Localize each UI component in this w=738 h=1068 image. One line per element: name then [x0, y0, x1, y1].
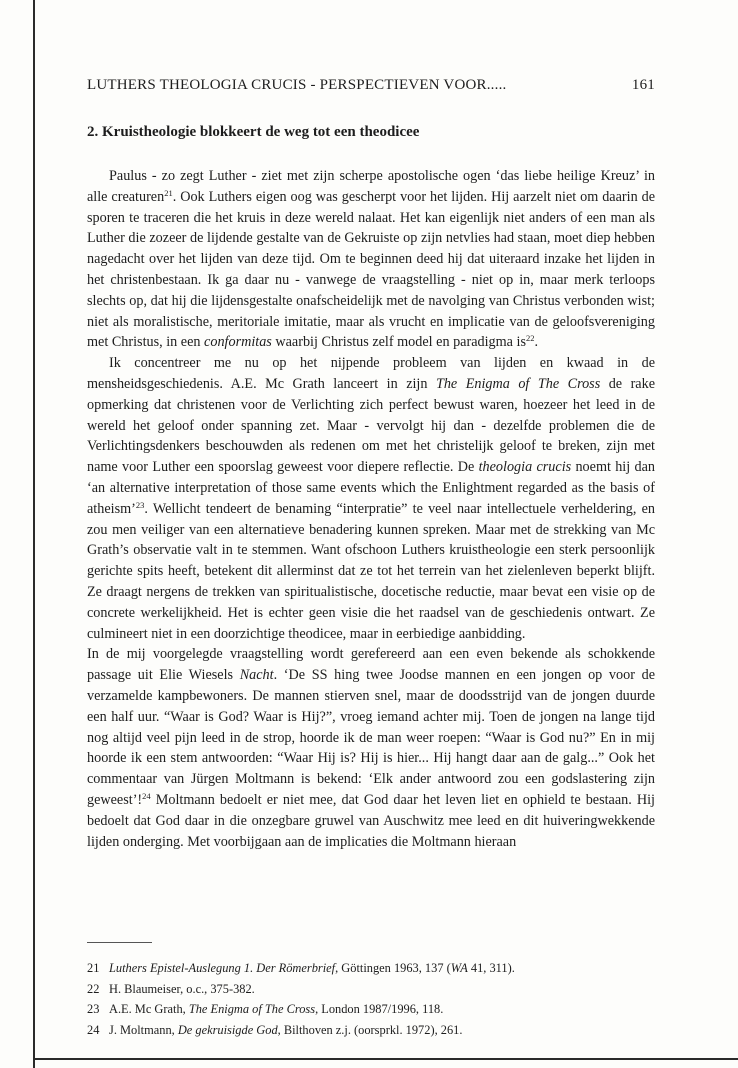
italic-text: The Enigma of The Cross [188, 1002, 316, 1016]
text-run: , London 1987/1996, 118. [315, 1002, 444, 1016]
paragraph [87, 353, 655, 644]
footnote-ref: 23 [135, 499, 145, 510]
italic-text: The Enigma of The Cross [435, 375, 601, 392]
text-run: . ‘De SS hing twee Joodse mannen en een jongen op voor de verzamelde kampbewoners. De mannen stierven snel, maar de doodsstrijd van de jongen duurde een half uur. “Waar is God? Waar is Hij?”, vroeg iemand achter mij. Toen de jongen na lange tijd nog altijd veel pijn leed in de strop, hoorde ik de man weer roepen: “Waar is God nu?” En in mij hoorde ik een stem antwoorden: “Waar Hij is? Hij is hier... Hij hangt daar aan de galg...” Ook het commentaar van Jürgen Moltmann is bekend: ‘Elk ander antwoord zou een godslastering zijn geweest’! [87, 667, 655, 808]
italic-text: theologia crucis [478, 459, 572, 476]
text-run: waarbij Christus zelf model en paradigma is [271, 334, 526, 351]
text-run: H. Blaumeiser, o.c., 375-382. [109, 981, 255, 996]
running-head-title: LUTHERS THEOLOGIA CRUCIS - PERSPECTIEVEN VOOR..... [87, 77, 507, 93]
footnote-number: 21 [87, 961, 100, 975]
footnote-ref: 22 [525, 333, 535, 344]
paragraph [87, 166, 655, 353]
footnote-separator [87, 942, 152, 943]
text-run: Ik concentreer me nu op het nijpende probleem van lijden en kwaad in de mensheidsgeschiedenis. A.E. Mc Grath lanceert in zijn [87, 355, 655, 392]
footnote-number: 23 [87, 1002, 100, 1016]
text-run: Paulus - zo zegt Luther - ziet met zijn scherpe apostolische ogen ‘das liebe heilige Kreuz’ in alle creaturen [87, 168, 655, 205]
footnote [87, 958, 655, 979]
text-run: . Wellicht tendeert de benaming “interpratie” te veel naar intellectuele verheldering, en zou men veiliger van een alternatieve benadering kunnen spreken. Maar met de strekking van Mc Grath’s observatie valt in te stemmen. Want ofschoon Luthers kruistheologie een sterk persoonlijk gerichte spits heeft, betekent dit allerminst dat ze tot het terrein van het zielenleven beperkt blijft. Ze draagt nergens de trekken van spiritualistische, docetische reductie, maar bevat een visie op de concrete werkelijkheid. Het is echter geen visie die het raadsel van de geschiedenis ontwart. Ze culmineert niet in een doorzichtige theodicee, maar in eerbiedige aanbidding. [87, 500, 655, 642]
text-run: In de mij voorgelegde vraagstelling wordt gerefereerd aan een even bekende als schokkende passage uit Elie Wiesels [87, 646, 655, 684]
italic-text: Nacht [239, 667, 274, 684]
italic-text: conformitas [204, 334, 272, 351]
paragraph [87, 644, 655, 852]
text-run: A.E. Mc Grath, [109, 1002, 189, 1016]
text-run: , Göttingen 1963, 137 ( [335, 961, 451, 975]
text-run: . [534, 334, 539, 351]
footnote-ref: 21 [164, 187, 173, 198]
footnote-ref: 24 [142, 790, 151, 801]
footnote [87, 979, 655, 1000]
page-number: 161 [631, 77, 655, 93]
italic-text: WA [450, 961, 468, 975]
footnotes [87, 958, 655, 1040]
footnote-number: 24 [87, 1022, 100, 1037]
text-run: 41, 311). [467, 961, 515, 975]
text-run: , Bilthoven z.j. (oorsprkl. 1972), 261. [277, 1022, 463, 1037]
page-edge-line [33, 0, 35, 1068]
footnote [87, 1020, 655, 1041]
body-text [87, 166, 655, 852]
text-run: . Ook Luthers eigen oog was gescherpt voor het lijden. Hij aarzelt niet om daarin de sporen te traceren die het kruis in deze wereld nalaat. Het kan eigenlijk niet anders of een man als Luther die zozeer de lijdende gestalte van de Gekruiste op zijn netvlies had staan, moet diep hebben nagedacht over het lijden van deze tijd. Om te beginnen deed hij dat uiteraard inzake het lijden in het christenbestaan. Ik ga daar nu - vanwege de vraagstelling - niet op in, maar merk terloops slechts op, dat hij die lijdensgestalte onafscheidelijk met de navolging van Christus verbonden wist; niet als moralistische, meritoriale imitatie, maar als vrucht en implicatie van de geloofsvereniging met Christus, in een [87, 188, 655, 351]
section-heading: 2. Kruistheologie blokkeert de weg tot een theodicee [87, 124, 420, 140]
text-run: J. Moltmann, [109, 1022, 178, 1037]
text-run: de rake opmerking dat christenen voor de Verlichting zich perfect bewust waren, hoezeer het leed in de wereld het geloof onder spanning zet. Maar - vervolgt hij dan - dezelfde problemen die de Verlichtingsdenkers beschouwden als redenen om met het christelijk geloof te breken, zijn met name voor Luther een spoorslag geweest voor diepere reflectie. De [87, 375, 655, 476]
italic-text: Luthers Epistel-Auslegung 1. Der Römerbrief [109, 961, 336, 975]
footnote-number: 22 [87, 981, 100, 996]
italic-text: De gekruisigde God [177, 1022, 278, 1037]
text-run: noemt hij dan ‘an alternative interpretation of those same events which the Enlightment regarded as the basis of atheism’ [87, 459, 655, 517]
text-run: Moltmann bedoelt er niet mee, dat God daar het leven liet en ophield te bestaan. Hij bedoelt dat God daar in die onzegbare gruwel van Auschwitz mee leed en dit huiveringwekkende lijden onderging. Met voorbijgaan aan de implicaties die Moltmann hieraan [87, 791, 655, 850]
page-bottom-line [33, 1058, 738, 1060]
footnote [87, 999, 655, 1020]
